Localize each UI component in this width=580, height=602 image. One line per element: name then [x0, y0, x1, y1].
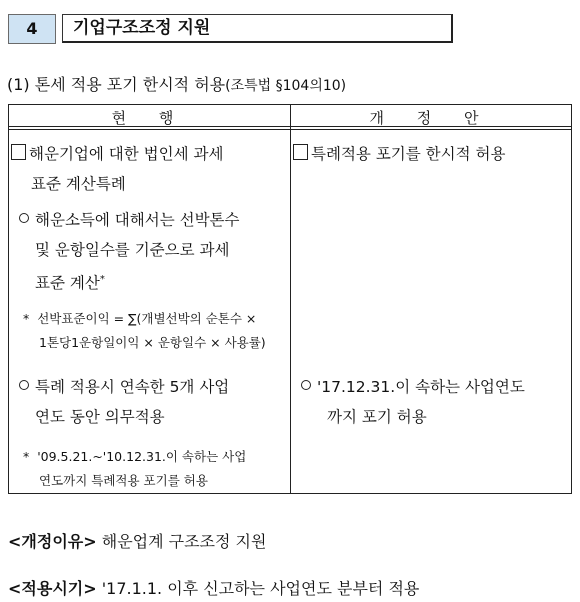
section-header — [8, 14, 445, 44]
effective-label: <적용시기> — [8, 579, 97, 598]
bullet-circle-icon — [301, 380, 311, 390]
header-current: 현 행 — [111, 109, 188, 127]
revised-item-2: '17.12.31.이 속하는 사업연도 까지 포기 허용 — [301, 372, 569, 432]
header-revised: 개 정 안 — [369, 109, 493, 127]
revised-item-1: 특례적용 포기를 한시적 허용 — [293, 139, 569, 169]
effective-text: '17.1.1. 이후 신고하는 사업연도 분부터 적용 — [101, 579, 420, 598]
current-item-1: 해운기업에 대한 법인세 과세 표준 계산특례 — [11, 139, 289, 199]
bullet-circle-icon — [19, 213, 29, 223]
reason-text: 해운업계 구조조정 지원 — [101, 532, 267, 551]
subheading-ref: (조특법 §104의10) — [225, 78, 347, 94]
current-item-2: 해운소득에 대해서는 선박톤수 및 운항일수를 기준으로 과세 표준 계산* — [19, 205, 289, 298]
current-note-1: * 선박표준이익 = ∑(개별선박의 순톤수 × 1톤당1운항일이익 × 운항일수 × 사용률) — [23, 311, 266, 350]
comparison-table — [8, 104, 572, 494]
current-note-2: * '09.5.21.~'10.12.31.이 속하는 사업 연도까지 특례적용 포기를 허용 — [23, 449, 247, 488]
header-rule-double — [9, 129, 571, 130]
checkbox-square-icon — [11, 144, 26, 160]
column-divider — [290, 105, 291, 493]
checkbox-square-icon — [293, 144, 308, 160]
section-title: 기업구조조정 지원 — [62, 14, 453, 43]
reason-paragraph — [8, 529, 266, 552]
reason-label: <개정이유> — [8, 532, 97, 551]
current-item-3: 특례 적용시 연속한 5개 사업 연도 동안 의무적용 — [19, 372, 289, 432]
section-number: 4 — [8, 14, 56, 44]
bullet-circle-icon — [19, 380, 29, 390]
subheading — [7, 72, 346, 95]
effective-paragraph — [8, 576, 419, 599]
subheading-main: (1) 톤세 적용 포기 한시적 허용 — [7, 75, 226, 94]
